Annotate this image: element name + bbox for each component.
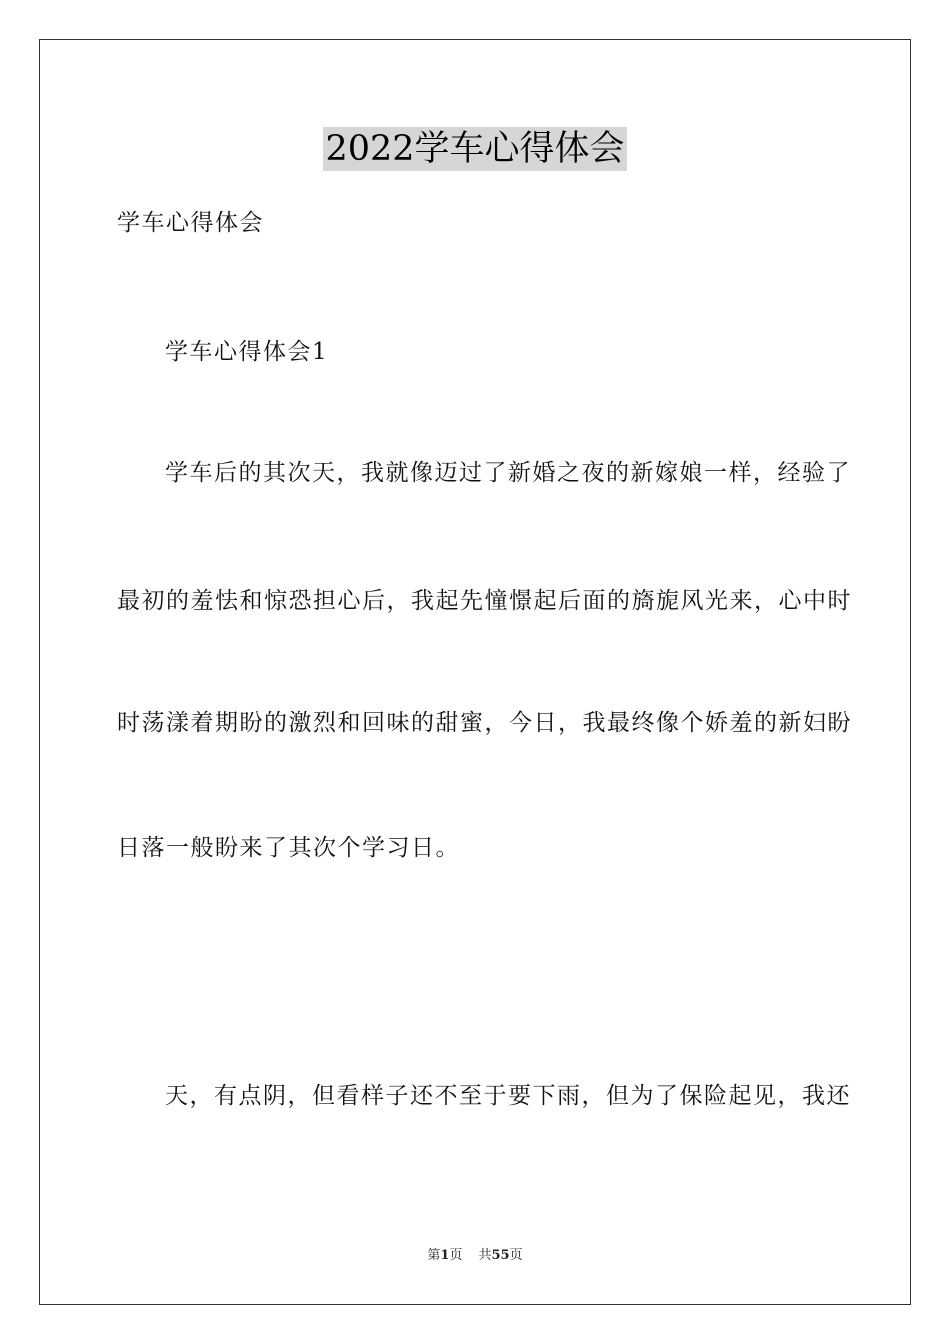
footer-page-suffix: 页: [449, 1248, 463, 1263]
paragraph-line: 时荡漾着期盼的激烈和回味的甜蜜，今日，我最终像个娇羞的新妇盼: [117, 710, 852, 736]
footer-total-suffix: 页: [509, 1248, 523, 1263]
footer-total-prefix: 共: [478, 1248, 492, 1263]
document-title-container: [0, 127, 950, 171]
paragraph-line: 天，有点阴，但看样子还不至于要下雨，但为了保险起见，我还: [165, 1083, 851, 1109]
section-heading: 学车心得体会1: [165, 339, 329, 365]
footer-total-pages: 55: [491, 1248, 510, 1263]
footer-page-prefix: 第: [427, 1248, 441, 1263]
paragraph-line: 最初的羞怯和惊恐担心后，我起先憧憬起后面的旖旎风光来，心中时: [117, 588, 852, 614]
footer-page-number: 1: [440, 1248, 450, 1263]
paragraph-line: 学车后的其次天，我就像迈过了新婚之夜的新嫁娘一样，经验了: [165, 460, 851, 486]
page-footer: [0, 1247, 950, 1265]
paragraph-line: 日落一般盼来了其次个学习日。: [117, 835, 460, 861]
document-title: 2022学车心得体会: [325, 129, 625, 169]
document-subtitle: 学车心得体会: [117, 210, 264, 236]
